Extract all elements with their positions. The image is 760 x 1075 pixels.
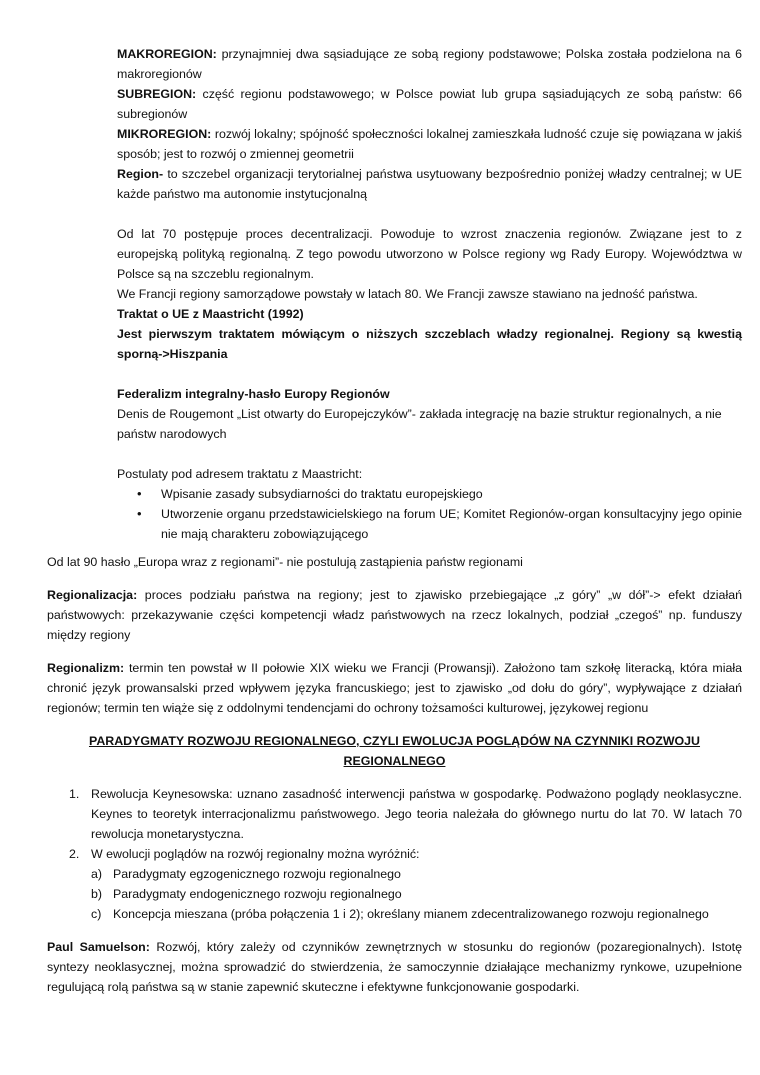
full-width-section xyxy=(47,552,742,997)
federalism-text: Denis de Rougemont „List otwarty do Europejczyków”- zakłada integrację na bazie struktur regionalnych, a nie państw narodowych xyxy=(117,407,722,441)
treaty-title: Traktat o UE z Maastricht (1992) xyxy=(117,307,304,321)
sub-list-item: c) Koncepcja mieszana (próba połączenia 1 i 2); określany mianem zdecentralizowanego rozwoju regionalnego xyxy=(91,907,709,921)
indented-section xyxy=(117,44,742,544)
definition-region: Region- to szczebel organizacji terytorialnej państwa usytuowany bezpośrednio poniżej władzy centralnej; w UE każde państwo ma autonomie instytucjonalną xyxy=(117,167,742,201)
definition-subregion: SUBREGION: część regionu podstawowego; w Polsce powiat lub grupa sąsiadujących ze sobą państw: 66 subregionów xyxy=(117,87,742,121)
regionalization-paragraph: Regionalizacja: proces podziału państwa na regiony; jest to zjawisko przebiegające „z góry” „w dół”-> efekt działań państwowych: przekazywanie części kompetencji władz państwowych na rzecz lokalnych, podział „czegoś” np. funduszy między regiony xyxy=(47,588,742,642)
federalism-title: Federalizm integralny-hasło Europy Regionów xyxy=(117,387,390,401)
sub-list-item: a) Paradygmaty egzogenicznego rozwoju regionalnego xyxy=(91,867,401,881)
list-item: 2. W ewolucji poglądów na rozwój regionalny można wyróżnić: a) Paradygmaty egzogenicznego rozwoju regionalnego b) Paradygmaty endogenicznego rozwoju regionalnego c) Koncepcja mieszana (próba połączenia 1 i 2); określany mianem zdecentralizowanego rozwoju regionalnego xyxy=(69,844,742,924)
list-item: 1. Rewolucja Keynesowska: uznano zasadność interwencji państwa w gospodarkę. Podważono poglądy neoklasyczne. Keynes to teoretyk interracjonalizmu państwowego. Jego teoria należała do głównego nurtu do lat 70. W latach 70 rewolucja monetarystyczna. xyxy=(69,787,742,841)
postulates-intro: Postulaty pod adresem traktatu z Maastricht: xyxy=(117,467,363,481)
definition-mikroregion: MIKROREGION: rozwój lokalny; spójność społeczności lokalnej zamieszkała ludność czuje się powiązana w jakiś sposób; jest to rozwój o zmiennej geometrii xyxy=(117,127,742,161)
list-item: • Utworzenie organu przedstawicielskiego na forum UE; Komitet Regionów-organ konsultacyjny jego opinie nie mają charakteru zobowiązującego xyxy=(137,504,742,544)
numbered-list xyxy=(47,784,742,924)
definition-makroregion: MAKROREGION: przynajmniej dwa sąsiadujące ze sobą regiony podstawowe; Polska została podzielona na 6 makroregionów xyxy=(117,47,742,81)
regionalism-paragraph: Regionalizm: termin ten powstał w II połowie XIX wieku we Francji (Prowansji). Założono tam szkołę literacką, która miała chronić język prowansalski przed wpływem języka francuskiego; jest to zjawisko „od dołu do góry”, wypływające z działań regionów; termin ten wiąże się z oddolnymi tendencjami do ochrony tożsamości kulturowej, językowej regionu xyxy=(47,661,742,715)
sub-list-item: b) Paradygmaty endogenicznego rozwoju regionalnego xyxy=(91,887,402,901)
section-heading: PARADYGMATY ROZWOJU REGIONALNEGO, CZYLI EWOLUCJA POGLĄDÓW NA CZYNNIKI ROZWOJU REGIONALNEGO xyxy=(88,734,701,768)
list-item: • Wpisanie zasady subsydiarności do traktatu europejskiego xyxy=(137,484,742,504)
samuelson-paragraph: Paul Samuelson: Rozwój, który zależy od czynników zewnętrznych w stosunku do regionów (pozaregionalnych). Istotę syntezy neoklasycznej, można sprowadzić do stwierdzenia, że samoczynnie działające mechanizmy rynkowe, uzupełnione regulującą rolą państwa są w stanie zapewnić skuteczne i efektywne funkcjonowanie gospodarki. xyxy=(47,940,742,994)
europe-with-regions: Od lat 90 hasło „Europa wraz z regionami”- nie postulują zastąpienia państw regionami xyxy=(47,555,523,569)
treaty-text: Jest pierwszym traktatem mówiącym o niższych szczeblach władzy regionalnej. Regiony są kwestią sporną->Hiszpania xyxy=(117,327,742,361)
france-paragraph: We Francji regiony samorządowe powstały w latach 80. We Francji zawsze stawiano na jedność państwa. xyxy=(117,287,698,301)
sub-list xyxy=(91,864,742,924)
decentralization-paragraph: Od lat 70 postępuje proces decentralizacji. Powoduje to wzrost znaczenia regionów. Związane jest to z europejską polityką regionalną. Z tego powodu utworzono w Polsce regiony wg Rady Europy. Województwa w Polsce są na szczeblu regionalnym. xyxy=(117,227,742,281)
postulates-list xyxy=(117,484,742,544)
